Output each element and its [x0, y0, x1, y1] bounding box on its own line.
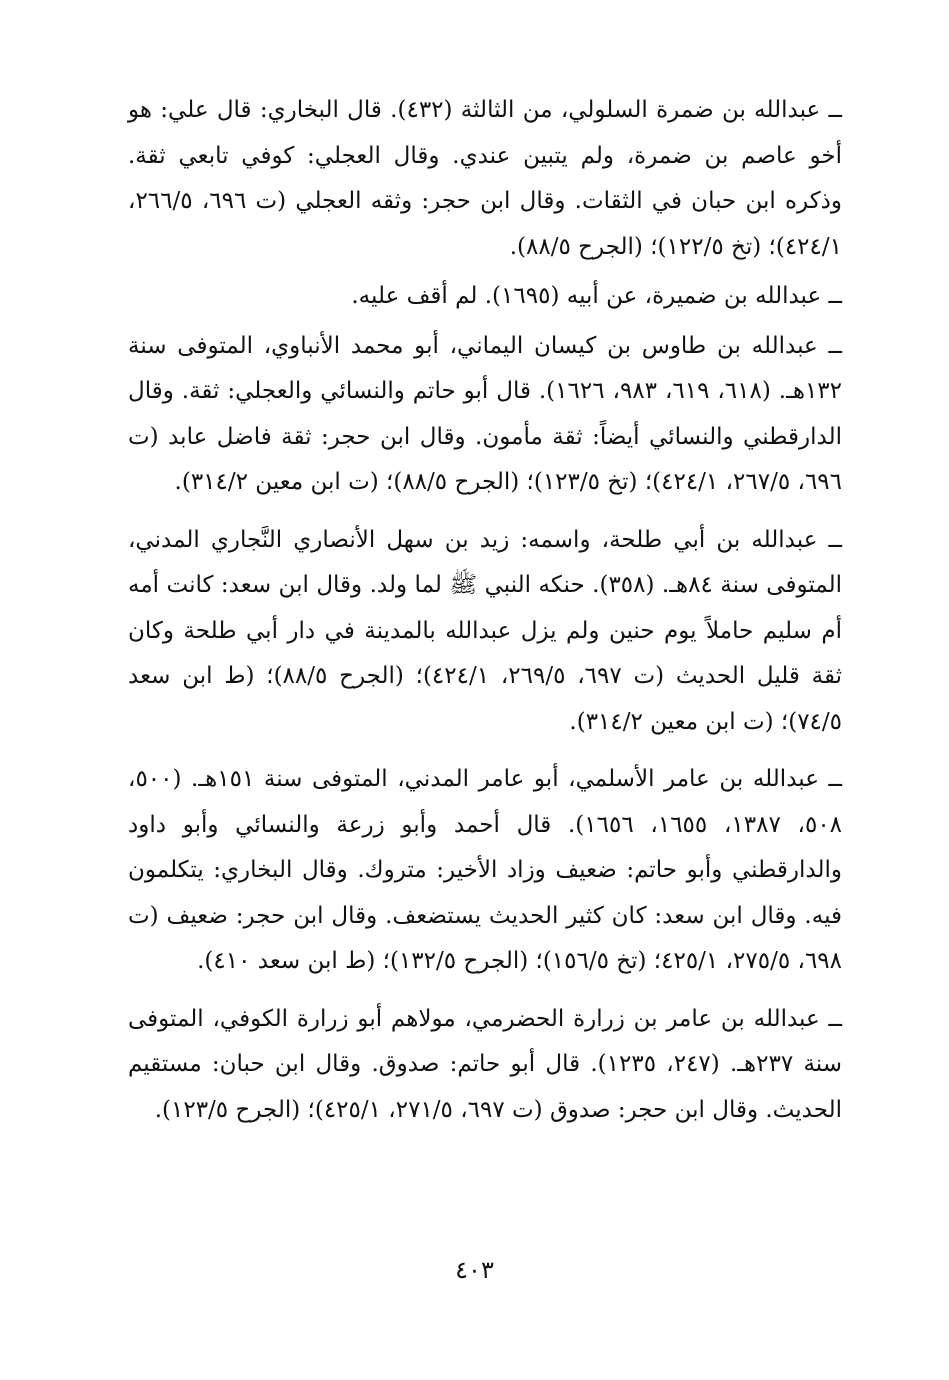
narrator-entry-5: ــ عبدالله بن عامر الأسلمي، أبو عامر المدني، المتوفى سنة ١٥١هـ. (٥٠٠، ٥٠٨، ١٣٨٧، ١٦٥٥، ١٦٥٦). قال أحمد وأبو زرعة والنسائي وأبو داود والدارقطني وأبو حاتم: ضعيف وزاد الأخير: متروك. وقال البخاري: يتكلمون فيه. وقال ابن سعد: كان كثير الحديث يستضعف. وقال ابن حجر: ضعيف (ت ٦٩٨، ٢٧٥/٥، ٤٢٥/١؛ (تخ ١٥٦/٥)؛ (الجرح ١٣٢/٥)؛ (ط ابن سعد ٤١٠).	[128, 766, 843, 974]
page-body	[128, 88, 842, 1133]
narrator-entry-4: ــ عبدالله بن أبي طلحة، واسمه: زيد بن سهل الأنصاري النَّجاري المدني، المتوفى سنة ٨٤هـ. (٣٥٨). حنكه النبي ﷺ لما ولد. وقال ابن سعد: كانت أمه أم سليم حاملاً يوم حنين ولم يزل عبدالله بالمدينة في دار أبي طلحة وكان ثقة قليل الحديث (ت ٦٩٧، ٢٦٩/٥، ٤٢٤/١)؛ (الجرح ٨٨/٥)؛ (ط ابن سعد ٧٤/٥)؛ (ت ابن معين ٣١٤/٢).	[128, 526, 843, 735]
page-number: ٤٠٣	[455, 1256, 494, 1284]
narrator-entry-6: ــ عبدالله بن عامر بن زرارة الحضرمي، مولاهم أبو زرارة الكوفي، المتوفى سنة ٢٣٧هـ. (٢٤٧، ١٢٣٥). قال أبو حاتم: صدوق. وقال ابن حبان: مستقيم الحديث. وقال ابن حجر: صدوق (ت ٦٩٧، ٢٧١/٥، ٤٢٥/١)؛ (الجرح ١٢٣/٥).	[128, 1005, 843, 1123]
narrator-entry-1: ــ عبدالله بن ضمرة السلولي، من الثالثة (٤٣٢). قال البخاري: قال علي: هو أخو عاصم بن ضمرة، ولم يتبين عندي. وقال العجلي: كوفي تابعي ثقة. وذكره ابن حبان في الثقات. وقال ابن حجر: وثقه العجلي (ت ٦٩٦، ٢٦٦/٥، ٤٢٤/١)؛ (تخ ١٢٢/٥)؛ (الجرح ٨٨/٥).	[128, 97, 843, 260]
narrator-entry-2: ــ عبدالله بن ضميرة، عن أبيه (١٦٩٥). لم أقف عليه.	[351, 283, 842, 309]
narrator-entry-3: ــ عبدالله بن طاوس بن كيسان اليماني، أبو محمد الأنباوي، المتوفى سنة ١٣٢هـ. (٦١٨، ٦١٩، ٩٨٣، ١٦٢٦). قال أبو حاتم والنسائي والعجلي: ثقة. وقال الدارقطني والنسائي أيضاً: ثقة مأمون. وقال ابن حجر: ثقة فاضل عابد (ت ٦٩٦، ٢٦٧/٥، ٤٢٤/١)؛ (تخ ١٢٣/٥)؛ (الجرح ٨٨/٥)؛ (ت ابن معين ٣١٤/٢).	[128, 332, 843, 495]
